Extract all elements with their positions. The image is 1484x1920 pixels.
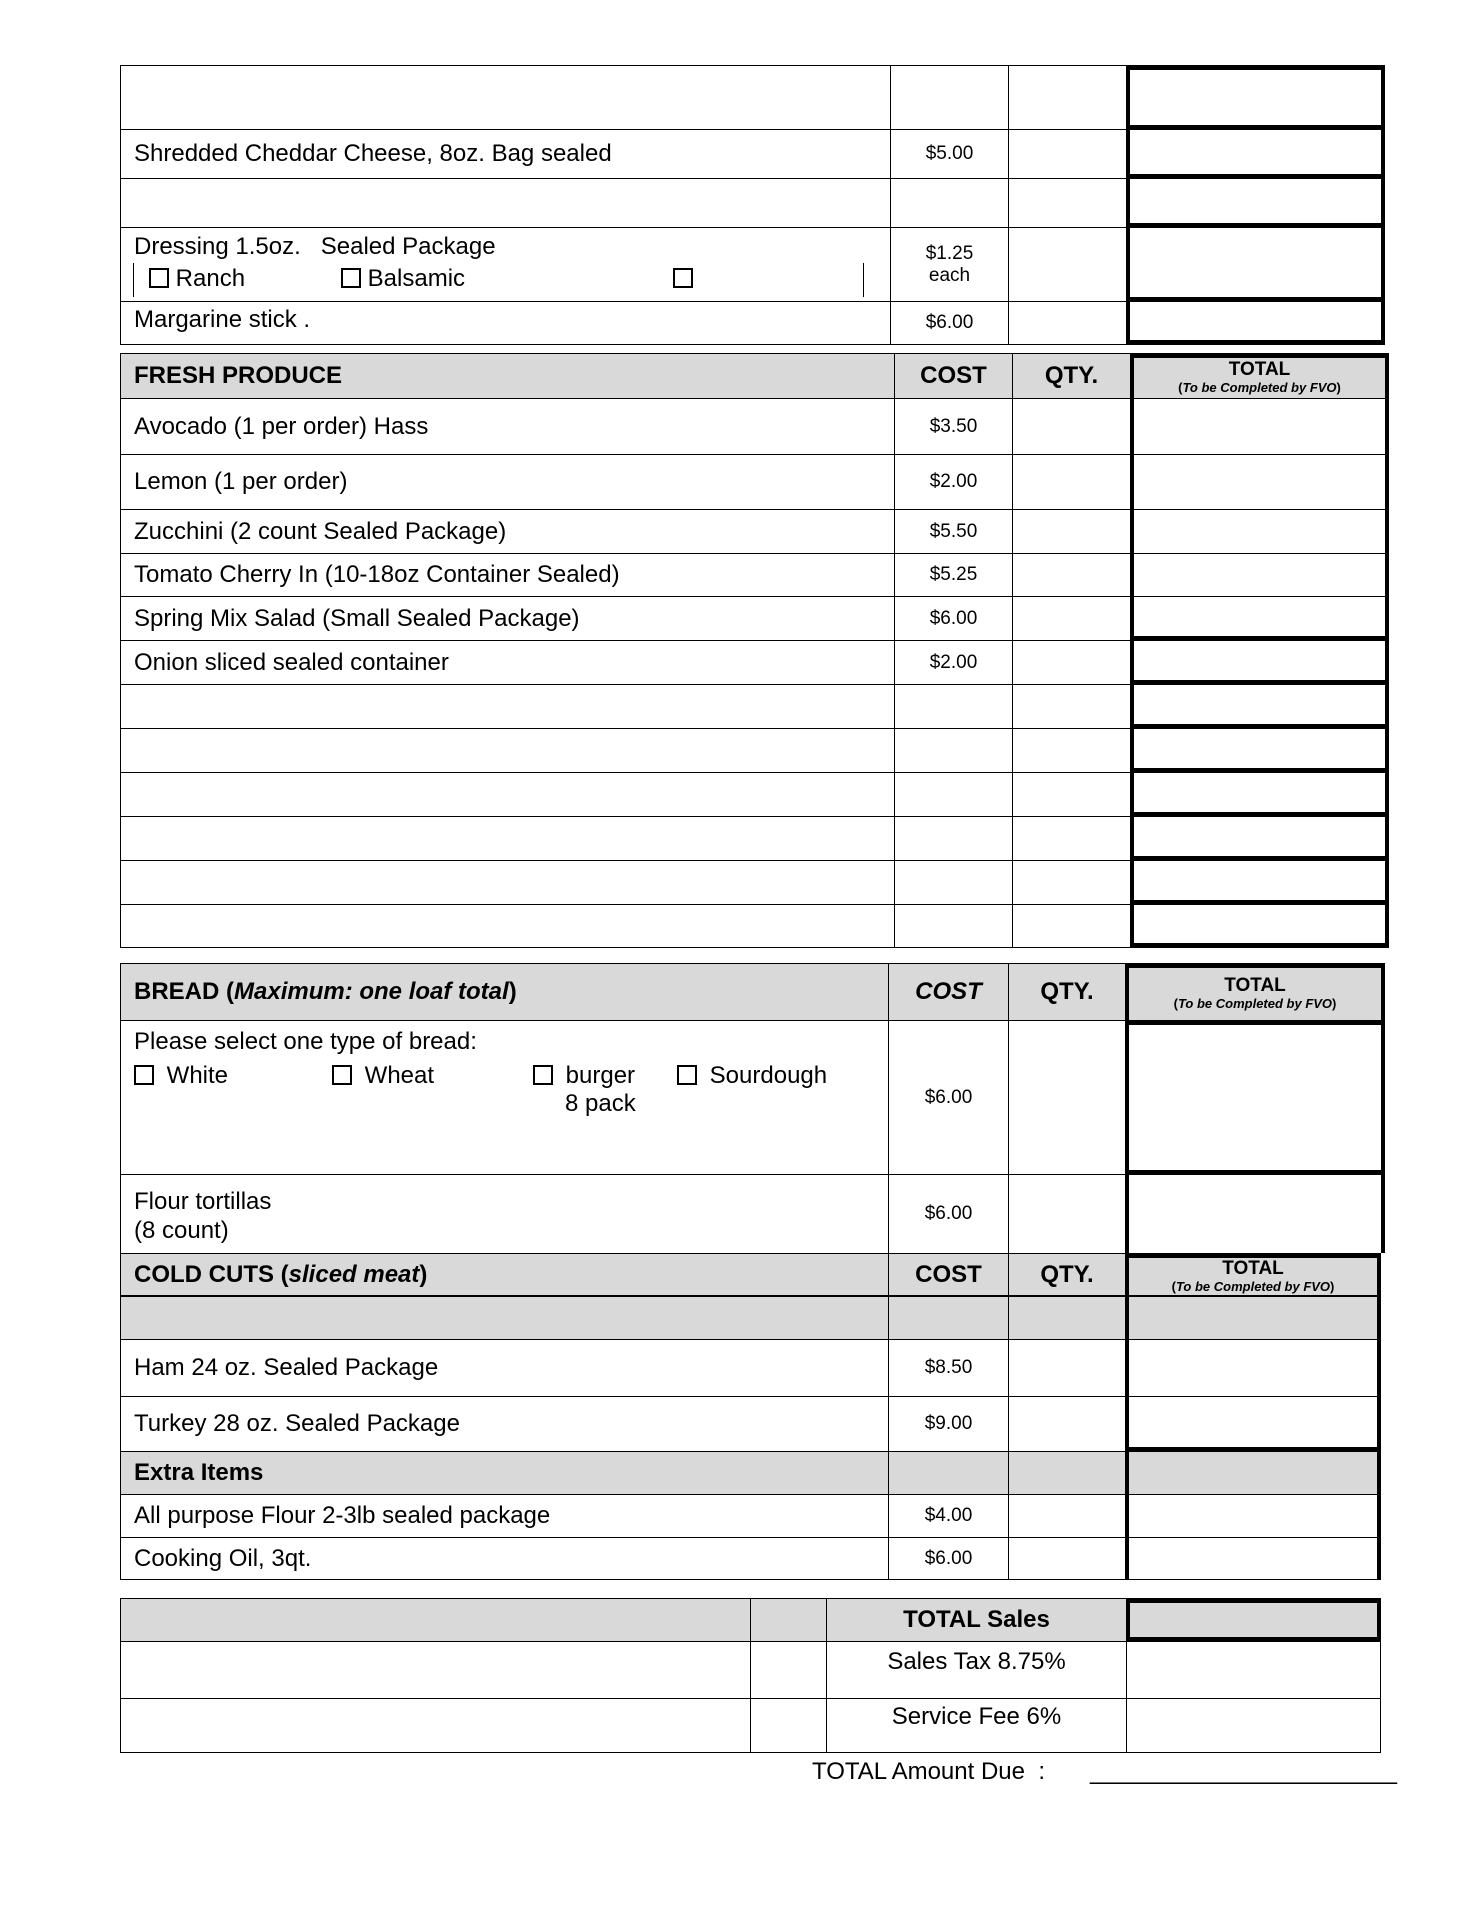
qty-cell[interactable] <box>1008 1175 1125 1253</box>
total-cell[interactable] <box>1125 1397 1381 1451</box>
divider <box>863 263 864 297</box>
qty-cell[interactable] <box>1012 685 1130 728</box>
item-name: Margarine stick . <box>120 302 890 344</box>
option-label: Balsamic <box>367 265 466 292</box>
option-label: Sourdough <box>709 1062 828 1089</box>
blank-row <box>120 816 1389 860</box>
item-name: Ham 24 oz. Sealed Package <box>120 1340 888 1396</box>
summary-row <box>120 1642 1381 1698</box>
section-header <box>120 1253 1381 1297</box>
total-note <box>1174 996 1337 1012</box>
total-cell[interactable] <box>1130 685 1389 728</box>
item-price: $6.00 <box>888 1175 1008 1253</box>
qty-cell[interactable] <box>1012 510 1130 553</box>
item-name: Turkey 28 oz. Sealed Package <box>120 1397 888 1451</box>
total-cell[interactable] <box>1130 455 1389 509</box>
item-price: $5.00 <box>890 130 1008 178</box>
item-name <box>120 1175 888 1253</box>
price-cell <box>888 1452 1008 1494</box>
paren-open: ( <box>1171 1278 1176 1294</box>
total-cell <box>1125 1297 1381 1339</box>
qty-header: QTY. <box>1012 354 1130 398</box>
qty-cell[interactable] <box>1008 1340 1125 1396</box>
item-price: $6.00 <box>890 302 1008 344</box>
item-price: $8.50 <box>888 1340 1008 1396</box>
total-sales-label: TOTAL Sales <box>826 1599 1126 1641</box>
qty-header: QTY. <box>1008 964 1125 1020</box>
checkbox[interactable] <box>332 1065 352 1085</box>
total-cell[interactable] <box>1130 773 1389 816</box>
item-name: Onion sliced sealed container <box>120 641 894 684</box>
total-cell[interactable] <box>1125 1538 1381 1579</box>
section-header <box>120 963 1385 1021</box>
total-cell[interactable] <box>1125 1495 1381 1537</box>
total-cell[interactable] <box>1126 66 1385 129</box>
qty-cell[interactable] <box>1008 179 1126 227</box>
note-text: To be Completed by FVO <box>1175 1278 1331 1294</box>
table-row <box>120 509 1389 553</box>
price-unit: each <box>928 264 971 286</box>
total-cell[interactable] <box>1125 1021 1385 1174</box>
price-cell <box>894 817 1012 860</box>
summary-row <box>120 1698 1381 1753</box>
total-cell[interactable] <box>1130 729 1389 772</box>
option-white[interactable] <box>134 1062 228 1090</box>
table-row <box>120 65 1385 129</box>
checkbox[interactable] <box>677 1065 697 1085</box>
qty-cell[interactable] <box>1012 773 1130 816</box>
table-row <box>120 301 1385 345</box>
qty-cell[interactable] <box>1012 905 1130 947</box>
price-cell <box>894 861 1012 904</box>
price-cell <box>894 905 1012 947</box>
total-sales-value[interactable] <box>1126 1599 1381 1641</box>
item-price <box>890 228 1008 301</box>
total-cell[interactable] <box>1125 1340 1381 1396</box>
note-text: To be Completed by FVO <box>1177 996 1333 1011</box>
total-label: TOTAL <box>1224 975 1286 996</box>
qty-cell[interactable] <box>1008 1495 1125 1537</box>
option-label: Ranch <box>175 265 246 292</box>
cost-header: COST <box>894 354 1012 398</box>
table-row <box>120 1537 1381 1580</box>
item-price: $2.00 <box>894 455 1012 509</box>
option-wheat[interactable] <box>332 1062 434 1090</box>
service-fee-label: Service Fee 6% <box>826 1699 1126 1752</box>
title-note: Maximum: one loaf total <box>234 978 509 1005</box>
total-cell[interactable] <box>1126 179 1385 227</box>
qty-cell[interactable] <box>1008 130 1126 178</box>
qty-cell[interactable] <box>1012 597 1130 640</box>
item-price: $2.00 <box>894 641 1012 684</box>
qty-cell[interactable] <box>1012 554 1130 596</box>
qty-cell[interactable] <box>1012 817 1130 860</box>
price-line: $1.25 <box>925 242 974 264</box>
title-close: ) <box>419 1260 428 1288</box>
qty-cell[interactable] <box>1012 861 1130 904</box>
item-price: $6.00 <box>888 1538 1008 1579</box>
blank-row <box>120 904 1389 948</box>
cost-header: COST <box>888 964 1008 1020</box>
qty-cell[interactable] <box>1008 1538 1125 1579</box>
blank-cell <box>120 1599 750 1641</box>
section-title: Extra Items <box>120 1452 888 1494</box>
extra-items-header <box>120 1451 1381 1494</box>
total-cell[interactable] <box>1130 861 1389 904</box>
table-row <box>120 454 1389 509</box>
item-name: Avocado (1 per order) Hass <box>120 399 894 454</box>
item-price: $6.00 <box>894 597 1012 640</box>
section-header <box>120 353 1389 399</box>
item-name <box>120 179 890 227</box>
blank-row <box>120 1297 1381 1339</box>
table-row <box>120 596 1389 640</box>
item-name-cell[interactable] <box>120 905 894 947</box>
blank-cell <box>750 1699 826 1752</box>
title-note: sliced meat <box>288 1260 420 1288</box>
item-price: $5.25 <box>894 554 1012 596</box>
blank-cell <box>120 1699 750 1752</box>
price-cell <box>894 685 1012 728</box>
table-row <box>120 227 1385 301</box>
blank-row <box>120 772 1389 816</box>
sales-tax-label: Sales Tax 8.75% <box>826 1642 1126 1698</box>
table-row <box>120 640 1389 684</box>
table-row <box>120 1339 1381 1396</box>
total-note <box>1172 1279 1335 1295</box>
table-row <box>120 129 1385 178</box>
option-label: burger <box>565 1062 636 1089</box>
service-fee-value[interactable] <box>1126 1699 1381 1752</box>
paren-close: ) <box>1330 1278 1335 1294</box>
total-note <box>1178 380 1341 396</box>
option-label: Wheat <box>364 1062 435 1089</box>
table-row <box>120 553 1389 596</box>
option-ranch[interactable] <box>149 265 245 293</box>
total-header <box>1125 964 1385 1020</box>
cost-header: COST <box>888 1254 1008 1295</box>
table-row <box>120 1174 1385 1253</box>
qty-cell[interactable] <box>1012 729 1130 772</box>
section-title <box>120 1254 888 1295</box>
total-amount-due-line[interactable]: _______________________ <box>1090 1758 1397 1785</box>
qty-header: QTY. <box>1008 1254 1125 1295</box>
item-name-line: Flour tortillas <box>134 1188 272 1215</box>
item-name: Zucchini (2 count Sealed Package) <box>120 510 894 553</box>
blank-cell <box>120 1642 750 1698</box>
item-name: Tomato Cherry In (10-18oz Container Sealed) <box>120 554 894 596</box>
item-name-cell <box>120 1297 888 1339</box>
price-cell <box>894 773 1012 816</box>
total-amount-due-label: TOTAL Amount Due : <box>812 1758 1045 1785</box>
paren-close: ) <box>1332 996 1337 1011</box>
item-name-cell[interactable] <box>120 729 894 772</box>
qty-cell[interactable] <box>1012 455 1130 509</box>
item-name: Dressing 1.5oz. Sealed Package <box>134 233 496 260</box>
total-cell <box>1125 1452 1381 1494</box>
table-row <box>120 1021 1385 1174</box>
item-price <box>890 66 1008 129</box>
total-cell[interactable] <box>1126 228 1385 301</box>
blank-row <box>120 860 1389 904</box>
checkbox[interactable] <box>673 268 693 288</box>
option-burger[interactable] <box>533 1062 635 1090</box>
qty-cell[interactable] <box>1012 399 1130 454</box>
item-name-cell[interactable] <box>120 685 894 728</box>
qty-cell[interactable] <box>1012 641 1130 684</box>
item-name: Cooking Oil, 3qt. <box>120 1538 888 1579</box>
option-other[interactable] <box>673 265 693 293</box>
qty-cell[interactable] <box>1008 1021 1125 1174</box>
item-price: $6.00 <box>888 1021 1008 1174</box>
item-name <box>120 66 890 129</box>
total-cell[interactable] <box>1130 554 1389 596</box>
total-cell[interactable] <box>1130 510 1389 553</box>
blank-cell <box>750 1599 826 1641</box>
item-name: Spring Mix Salad (Small Sealed Package) <box>120 597 894 640</box>
total-cell[interactable] <box>1125 1175 1385 1253</box>
item-name: Shredded Cheddar Cheese, 8oz. Bag sealed <box>120 130 890 178</box>
section-title <box>120 964 888 1020</box>
paren-open: ( <box>1173 996 1178 1011</box>
checkbox[interactable] <box>149 268 169 288</box>
qty-cell <box>1008 1452 1125 1494</box>
total-cell[interactable] <box>1130 641 1389 684</box>
checkbox[interactable] <box>341 268 361 288</box>
title-text: BREAD ( <box>134 978 234 1005</box>
table-row <box>120 1494 1381 1537</box>
blank-row <box>120 684 1389 728</box>
qty-cell <box>1008 1297 1125 1339</box>
option-sourdough[interactable] <box>677 1062 827 1090</box>
title-text: COLD CUTS ( <box>134 1260 289 1288</box>
divider <box>133 263 134 297</box>
total-label: TOTAL <box>1222 1257 1284 1279</box>
item-name-cell[interactable] <box>120 861 894 904</box>
paren-open: ( <box>1178 380 1183 395</box>
price-cell <box>888 1297 1008 1339</box>
table-row <box>120 399 1389 454</box>
bread-select-cell <box>120 1021 888 1174</box>
price-cell <box>894 729 1012 772</box>
total-cell[interactable] <box>1130 597 1389 640</box>
qty-cell[interactable] <box>1008 302 1126 344</box>
qty-cell[interactable] <box>1008 228 1126 301</box>
item-name-cell <box>120 228 890 301</box>
sales-tax-value[interactable] <box>1126 1642 1381 1698</box>
checkbox[interactable] <box>533 1065 553 1085</box>
summary-header-row <box>120 1598 1381 1642</box>
total-cell[interactable] <box>1130 817 1389 860</box>
total-cell[interactable] <box>1126 130 1385 178</box>
item-price: $3.50 <box>894 399 1012 454</box>
item-name-cell[interactable] <box>120 817 894 860</box>
item-price <box>890 179 1008 227</box>
blank-cell <box>750 1642 826 1698</box>
qty-cell[interactable] <box>1008 1397 1125 1451</box>
burger-sub: 8 pack <box>565 1090 636 1117</box>
item-name-cell[interactable] <box>120 773 894 816</box>
option-label: White <box>166 1062 229 1089</box>
table-row <box>120 178 1385 227</box>
item-price: $5.50 <box>894 510 1012 553</box>
paren-close: ) <box>1336 380 1341 395</box>
item-name: Lemon (1 per order) <box>120 455 894 509</box>
section-title: FRESH PRODUCE <box>120 354 894 398</box>
item-price: $4.00 <box>888 1495 1008 1537</box>
option-balsamic[interactable] <box>341 265 465 293</box>
item-name-count: (8 count) <box>134 1217 229 1244</box>
total-header <box>1130 354 1389 398</box>
table-row <box>120 1396 1381 1451</box>
total-cell[interactable] <box>1130 905 1389 947</box>
total-cell[interactable] <box>1130 399 1389 454</box>
note-text: To be Completed by FVO <box>1182 380 1337 395</box>
checkbox[interactable] <box>134 1065 154 1085</box>
qty-cell[interactable] <box>1008 66 1126 129</box>
bread-prompt: Please select one type of bread: <box>134 1028 477 1055</box>
total-header <box>1125 1254 1381 1295</box>
total-cell[interactable] <box>1126 302 1385 344</box>
total-label: TOTAL <box>1228 359 1291 380</box>
blank-row <box>120 728 1389 772</box>
item-price: $9.00 <box>888 1397 1008 1451</box>
title-close: ) <box>508 978 517 1005</box>
item-name: All purpose Flour 2-3lb sealed package <box>120 1495 888 1537</box>
